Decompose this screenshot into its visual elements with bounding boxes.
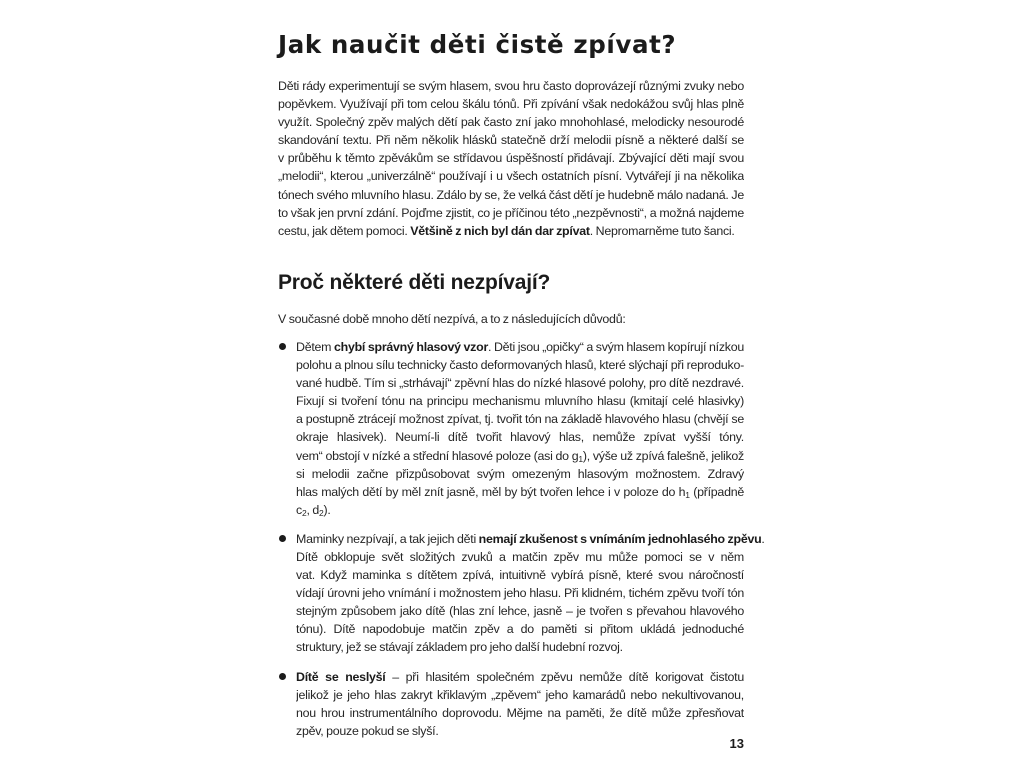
intro-paragraph — [278, 77, 744, 240]
text-line: nou hrou instrumentálního doprovodu. Mějme na paměti, že dítě může zpřesňovat — [296, 705, 744, 720]
bullet-icon — [279, 673, 286, 680]
page-title: Jak naučit děti čistě zpívat? — [278, 30, 677, 59]
text-run: . Děti jsou „opičky“ a svým hlasem kopírují nízkou — [488, 339, 744, 354]
text-line: struktury, jež se stávají základem pro jeho další hudební rozvoj. — [296, 640, 623, 655]
text-line: polohu a plnou sílu technicky často deformovaných hlasů, které slýchají při reproduko- — [296, 358, 744, 373]
text-run: ). — [323, 502, 331, 517]
list-item — [278, 668, 744, 740]
text-line: Fixují si tvoření tónu na principu mechanismu mluvního hlasu (kmitají celé hlasivky) — [296, 394, 744, 409]
text-line: „melodii“, kterou „univerzálně“ používají i u všech ostatních písní. Vytvářejí ji na několika — [278, 169, 744, 184]
emphasis-text: chybí správný hlasový vzor — [334, 339, 489, 354]
text-line: vané hudbě. Tím si „strhávají“ zpěvní hlas do nízké hlasové polohy, pro dítě nezdravé. — [296, 376, 744, 391]
text-line — [296, 447, 744, 465]
text-line — [296, 530, 765, 548]
text-line: okraje hlasivek). Neumí-li dítě tvořit hlavový hlas, nemůže zpívat vyšší tóny. — [296, 430, 744, 445]
text-line: vat. Když maminka s dítětem zpívá, intuitivně vybírá písně, které svou náročností — [296, 568, 744, 583]
text-line: v průběhu k těmto zpěvákům se střídavou úspěšností přidávají. Zbývající děti mají svou — [278, 151, 744, 166]
text-run: – při hlasitém společném zpěvu nemůže dítě korigovat čistotu — [392, 669, 744, 684]
book-page — [278, 26, 765, 756]
emphasis-text: Dítě se neslyší — [296, 669, 386, 684]
text-line: popěvkem. Využívají při tom celou škálu tónů. Při zpívání však nedokážou svůj hlas plně — [278, 97, 744, 112]
text-line — [296, 501, 744, 519]
text-run: vem“ obstojí v nízké a střední hlasové poloze (asi do g — [296, 448, 579, 463]
text-run: , d — [306, 502, 319, 517]
bullet-icon — [279, 343, 286, 350]
bullet-icon — [279, 535, 286, 542]
emphasis-text: Většině z nich byl dán dar zpívat — [410, 223, 590, 238]
text-run: c — [296, 502, 302, 517]
text-line — [296, 668, 744, 686]
text-run: (případně — [693, 484, 744, 499]
text-run: . — [761, 531, 765, 546]
subscript: 2 — [301, 507, 307, 518]
text-line: tónech svého mluvního hlasu. Zdálo by se, že velká část dětí je hudebně málo nadaná. Je — [278, 187, 744, 202]
page-number: 13 — [729, 736, 744, 751]
subscript: 1 — [578, 453, 583, 464]
emphasis-text: nemají zkušenost s vnímáním jednohlasého zpěvu — [478, 531, 762, 546]
list-item — [278, 338, 744, 519]
text-run: hlas malých dětí by měl znít jasně, měl by být tvořen lehce i v poloze do h — [296, 484, 686, 499]
text-line: a postupně ztrácejí možnost zpívat, tj. tvořit tón na základě hlavového hlasu (chvějí se — [296, 412, 744, 427]
text-line: skandování textu. Při něm několik hlásků statečně drží melodii písně a některé další se — [278, 133, 744, 148]
text-line: Děti rády experimentují se svým hlasem, svou hru často doprovázejí různými zvuky nebo — [278, 79, 744, 93]
text-line: využít. Společný zpěv malých dětí pak často zní jako mnohohlasé, melodicky nesourodé — [278, 115, 744, 130]
text-line: to však jen první zdání. Pojďme zjistit, co je příčinou této „nezpěvnosti“, a možná najdeme — [278, 205, 744, 220]
text-run: ), výše už zpívá falešně, jelikož — [582, 448, 744, 463]
text-line: jelikož je jeho hlas zakryt křiklavým „zpěvem“ jeho kamarádů nebo nekultivovanou, — [296, 687, 744, 702]
text-line — [296, 338, 744, 356]
lead-paragraph — [278, 310, 744, 328]
text-line: zpěv, pouze pokud se slyší. — [296, 723, 439, 738]
text-line — [296, 483, 744, 501]
text-line: Dítě obklopuje svět složitých zvuků a matčin zpěv mu může pomoci se v něm — [296, 549, 744, 564]
text-line — [278, 222, 744, 240]
text-line: si melodii začne přizpůsobovat svým omezeným hlasovým možnostem. Zdravý — [296, 466, 744, 481]
list-item — [278, 530, 765, 657]
text-line: tónu). Dítě napodobuje matčin zpěv a do paměti si přitom ukládá jednoduché — [296, 622, 744, 637]
text-line: stejným způsobem jako dítě (hlas zní lehce, jasně – je tvořen s převahou hlavového — [296, 604, 744, 619]
text-line: V současné době mnoho dětí nezpívá, a to z následujících důvodů: — [278, 311, 626, 326]
text-run: Dětem — [296, 339, 334, 354]
text-run: . Nepromarněme tuto šanci. — [589, 223, 735, 238]
subscript: 2 — [318, 507, 324, 518]
text-line: vídají úrovni jeho vnímání i možnostem jeho hlasu. Při klidném, tichém zpěvu tvoří tón — [296, 586, 744, 601]
section-title: Proč některé děti nezpívají? — [278, 270, 551, 294]
subscript: 1 — [685, 489, 690, 500]
text-run: Maminky nezpívají, a tak jejich děti — [296, 531, 479, 546]
text-run: cestu, jak dětem pomoci. — [278, 223, 411, 238]
